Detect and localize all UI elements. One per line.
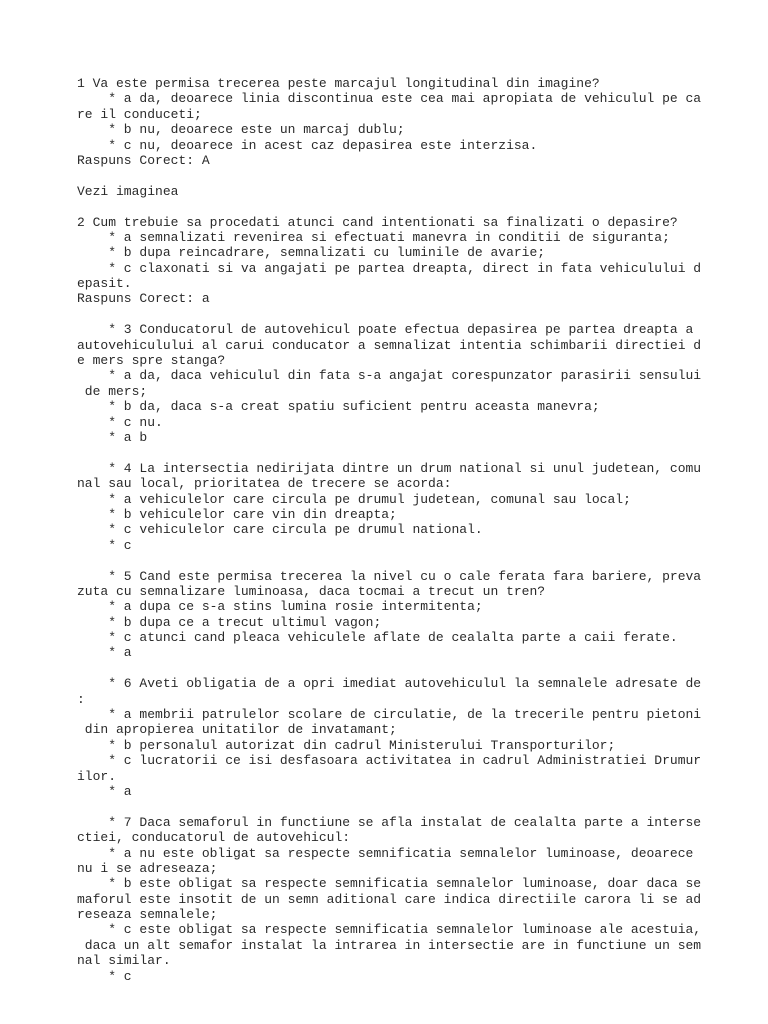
text-line: de mers; [77, 383, 148, 399]
text-line: Raspuns Corect: A [77, 152, 210, 168]
text-line: * 7 Daca semaforul in functiune se afla instalat de cealalta parte a interse [77, 814, 702, 830]
text-line: 1 Va este permisa trecerea peste marcajul longitudinal din imagine? [77, 76, 600, 91]
text-line: * a da, daca vehiculul din fata s-a angajat corespunzator parasirii sensului [77, 368, 702, 384]
text-line: * a b [77, 429, 148, 445]
text-line: maforul este insotit de un semn aditional care indica directiile carora li se ad [77, 891, 702, 907]
text-line: 2 Cum trebuie sa procedati atunci cand intentionati sa finalizati o depasire? [77, 214, 678, 230]
text-line: re il conduceti; [77, 106, 202, 122]
text-line: * a membrii patrulelor scolare de circulatie, de la trecerile pentru pietoni [77, 707, 702, 723]
text-line: * b da, daca s-a creat spatiu suficient pentru aceasta manevra; [77, 399, 600, 415]
text-line: Raspuns Corect: a [77, 291, 210, 307]
text-line: din apropierea unitatilor de invatamant; [77, 722, 397, 738]
text-line: * b nu, deoarece este un marcaj dublu; [77, 122, 405, 138]
text-line: reseaza semnalele; [77, 907, 218, 923]
text-line: autovehiculului al carui conducator a semnalizat intentia schimbarii directiei d [77, 337, 702, 353]
text-line: * b dupa ce a trecut ultimul vagon; [77, 614, 382, 630]
text-line: * a vehiculelor care circula pe drumul judetean, comunal sau local; [77, 491, 631, 507]
text-line [77, 553, 757, 568]
text-line: daca un alt semafor instalat la intrarea in intersectie are in functiune un sem [77, 937, 702, 953]
text-line: * b dupa reincadrare, semnalizati cu luminile de avarie; [77, 245, 546, 261]
text-line: epasit. [77, 276, 132, 292]
text-line: * c [77, 537, 132, 553]
text-line [77, 661, 757, 676]
text-line [77, 168, 757, 183]
text-line: * a da, deoarece linia discontinua este cea mai apropiata de vehiculul pe ca [77, 91, 702, 107]
text-line: nal similar. [77, 953, 171, 969]
text-line: ilor. [77, 768, 117, 784]
text-line: * 3 Conducatorul de autovehicul poate efectua depasirea pe partea dreapta a [77, 322, 694, 338]
text-line: * c vehiculelor care circula pe drumul national. [77, 522, 483, 538]
text-line: * a dupa ce s-a stins lumina rosie intermitenta; [77, 599, 483, 615]
text-line: * c [77, 968, 132, 984]
text-line: * a semnalizati revenirea si efectuati manevra in conditii de siguranta; [77, 229, 670, 245]
text-line: nu i se adreseaza; [77, 860, 218, 876]
text-line: * 4 La intersectia nedirijata dintre un drum national si unul judetean, comu [77, 460, 702, 476]
text-line: nal sau local, prioritatea de trecere se acorda: [77, 476, 452, 492]
text-line: * a nu este obligat sa respecte semnificatia semnalelor luminoase, deoarece [77, 845, 694, 861]
text-line: * c nu. [77, 414, 163, 430]
text-line: zuta cu semnalizare luminoasa, daca tocmai a trecut un tren? [77, 583, 546, 599]
text-line [77, 799, 757, 814]
text-line: * c atunci cand pleaca vehiculele aflate de cealalta parte a caii ferate. [77, 630, 678, 646]
text-line: * c este obligat sa respecte semnificatia semnalelor luminoase ale acestuia, [77, 922, 702, 938]
text-line: * b personalul autorizat din cadrul Ministerului Transporturilor; [77, 737, 616, 753]
text-line [77, 445, 757, 460]
text-line: : [77, 691, 85, 707]
text-line [77, 199, 757, 214]
text-line: * c lucratorii ce isi desfasoara activitatea in cadrul Administratiei Drumur [77, 753, 702, 769]
text-line: * 6 Aveti obligatia de a opri imediat autovehiculul la semnalele adresate de [77, 676, 702, 692]
text-line: * c claxonati si va angajati pe partea dreapta, direct in fata vehiculului d [77, 260, 702, 276]
text-line: * b vehiculelor care vin din dreapta; [77, 506, 397, 522]
text-line [77, 307, 757, 322]
document-text [77, 76, 757, 984]
text-line: * c nu, deoarece in acest caz depasirea este interzisa. [77, 137, 538, 153]
text-line: * a [77, 645, 132, 661]
text-line: * a [77, 783, 132, 799]
text-line: * b este obligat sa respecte semnificatia semnalelor luminoase, doar daca se [77, 876, 702, 892]
text-line: ctiei, conducatorul de autovehicul: [77, 830, 351, 846]
text-line: e mers spre stanga? [77, 353, 226, 369]
text-line: Vezi imaginea [77, 183, 179, 199]
text-line: * 5 Cand este permisa trecerea la nivel cu o cale ferata fara bariere, preva [77, 568, 702, 584]
